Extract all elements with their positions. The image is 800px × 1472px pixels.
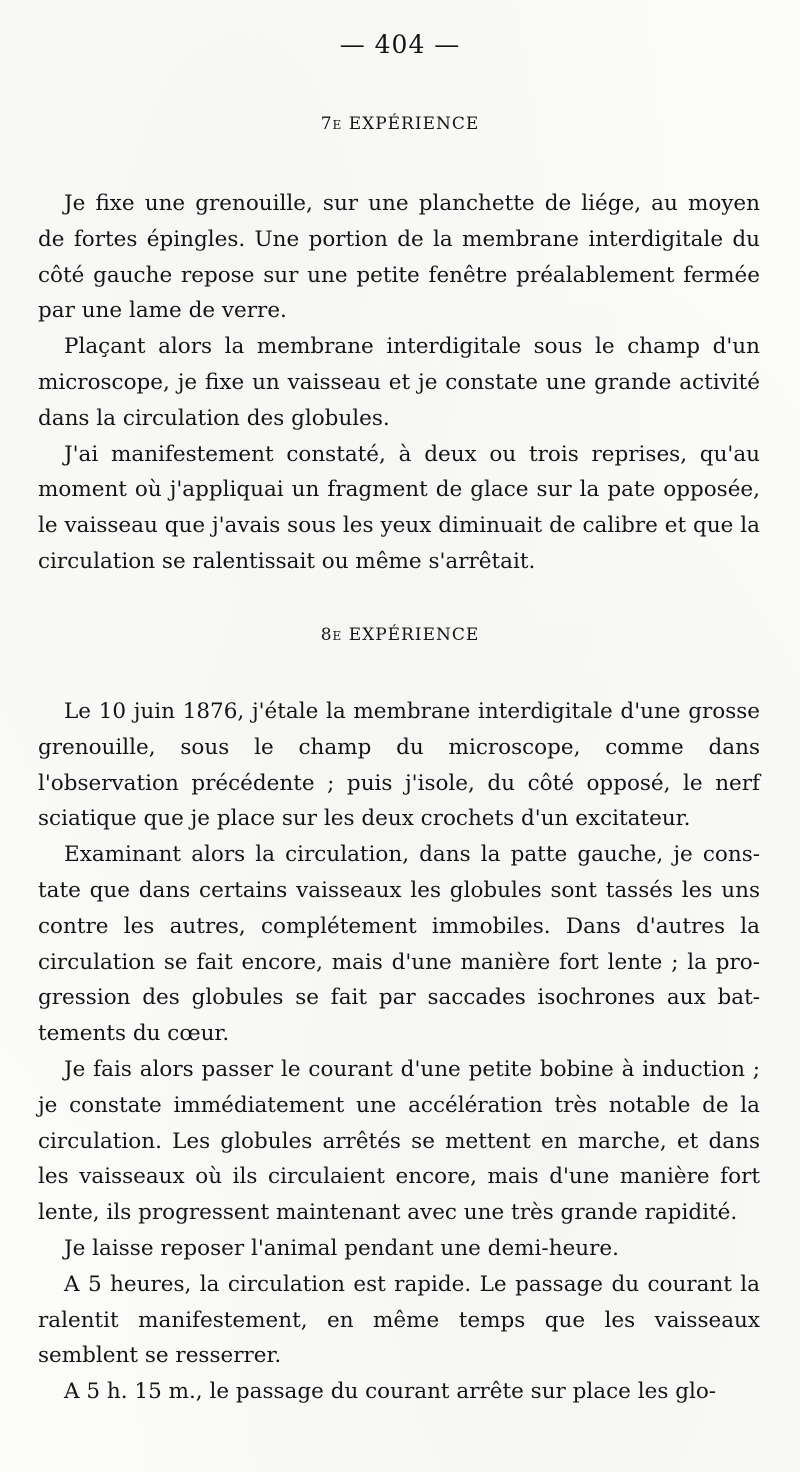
- paragraph: Je laisse reposer l'animal pendant une demi-heure.: [64, 1235, 619, 1261]
- paragraph: Le 10 juin 1876, j'étale la membrane interdigitale d'une grosse grenouille, sous le champ du microscope, comme dans l'observation précédente ; puis j'isole, du côté opposé, le nerf sciatique que je place sur les deux crochets d'un excitateur.: [38, 699, 760, 832]
- paragraph: Examinant alors la circulation, dans la patte gauche, je constate que dans certains vaisseaux les globules sont tassés les uns contre les autres, complétement immobiles. Dans d'autres la circulation se fait encore, mais d'une manière fort lente ; la progression des globules se fait par saccades isochrones aux battements du cœur.: [38, 842, 760, 1047]
- paragraph: A 5 heures, la circulation est rapide. Le passage du courant la ralentit manifestement, en même temps que les vaisseaux semblent se resserrer.: [38, 1271, 760, 1369]
- paragraph: Je fais alors passer le courant d'une petite bobine à induction ; je constate immédiatement une accélération très notable de la circulation. Les globules arrêtés se mettent en marche, et dans les vaisseaux où ils circulaient encore, mais d'une manière fort lente, ils progressent maintenant avec une très grande rapidité.: [38, 1056, 760, 1226]
- paragraph: Plaçant alors la membrane interdigitale sous le champ d'un microscope, je fixe un vaisseau et je constate une grande activité dans la circulation des globules.: [38, 334, 760, 431]
- paragraph: J'ai manifestement constaté, à deux ou trois reprises, qu'au moment où j'appliquai un fragment de glace sur la pate opposée, le vaisseau que j'avais sous les yeux diminuait de calibre et que la circulation se ralentissait ou même s'arrêtait.: [38, 441, 760, 574]
- section-heading-7: 7e EXPÉRIENCE: [320, 114, 480, 134]
- section-body-8: [38, 694, 760, 1410]
- section-body-7: [38, 186, 760, 580]
- paragraph: A 5 h. 15 m., le passage du courant arrête sur place les glo-: [64, 1379, 717, 1405]
- section-heading-8: 8e EXPÉRIENCE: [320, 625, 480, 645]
- page-number: — 404 —: [339, 30, 461, 59]
- paragraph: Je fixe une grenouille, sur une planchette de liége, au moyen de fortes épingles. Une portion de la membrane interdigitale du côté gauche repose sur une petite fenêtre préalablement fermée par une lame de verre.: [38, 191, 760, 324]
